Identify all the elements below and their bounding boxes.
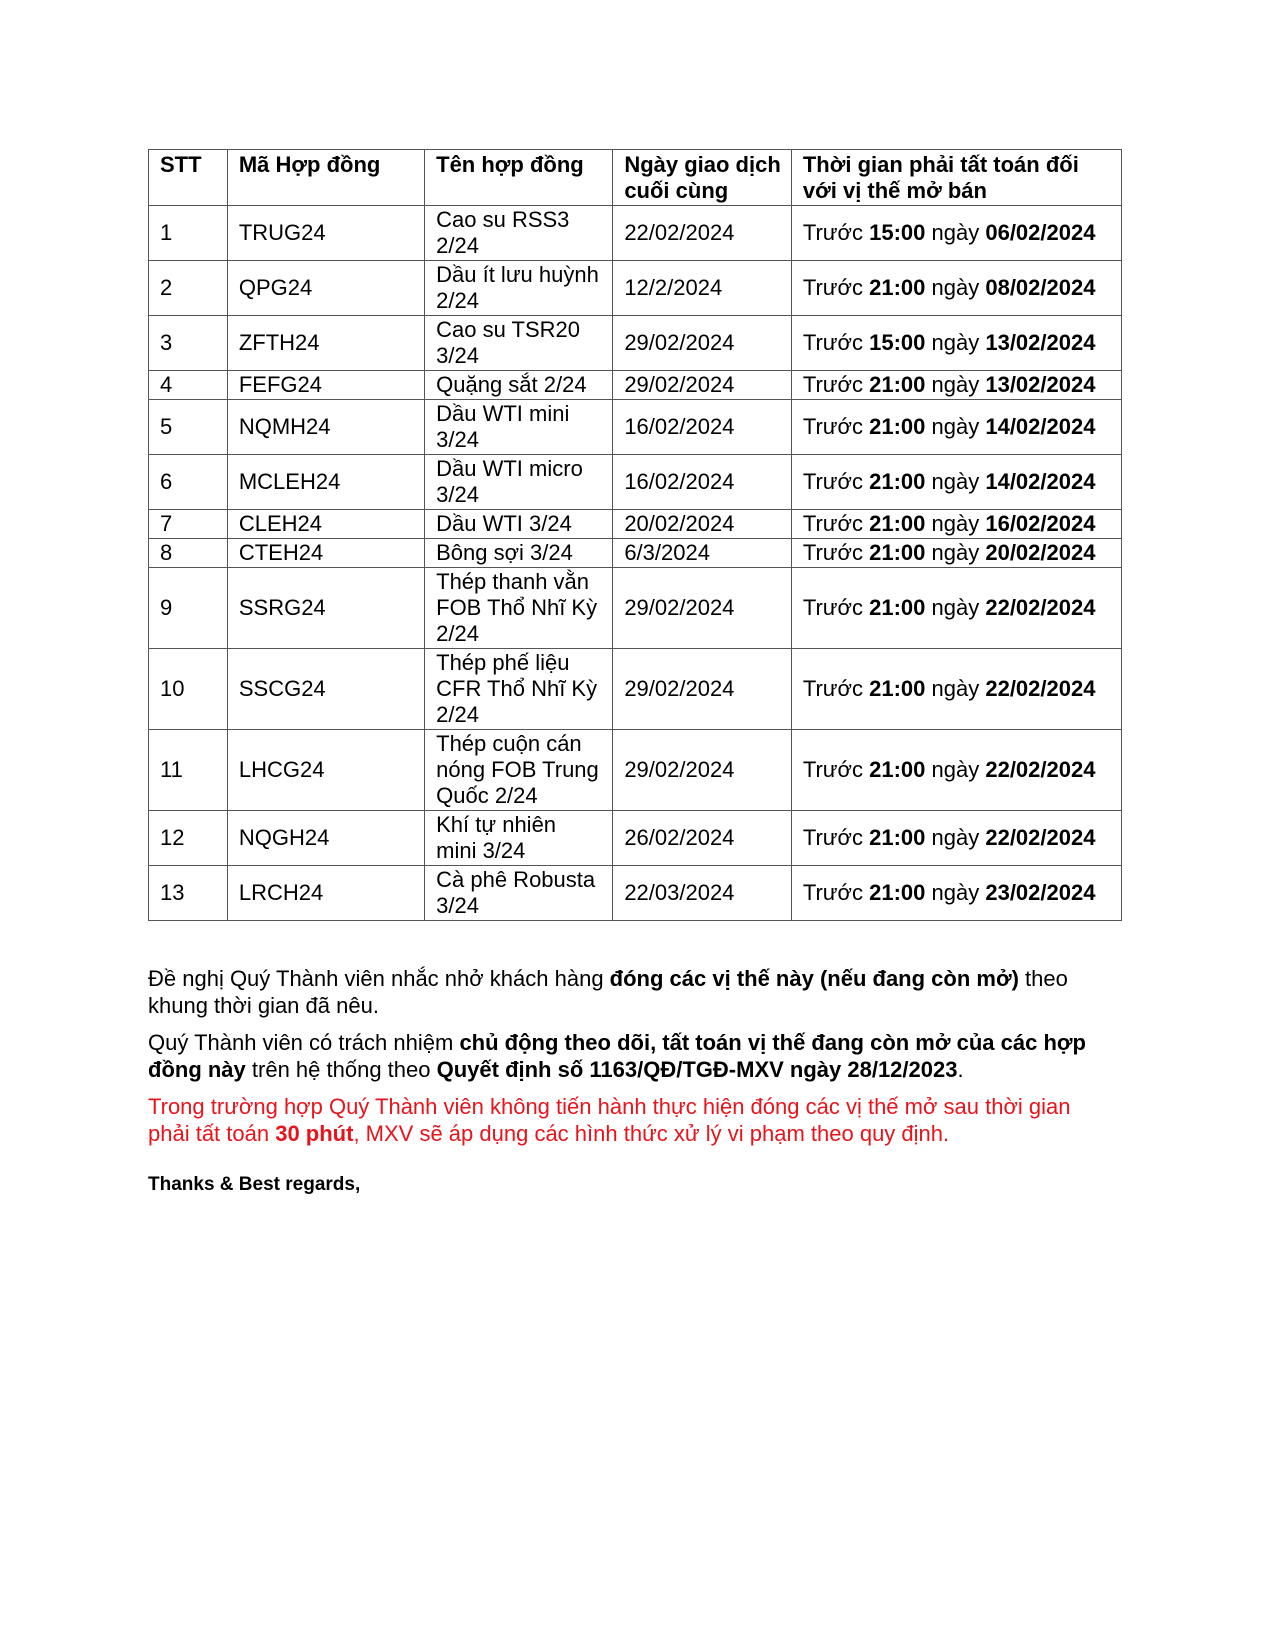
cell-deadline: Trước 21:00 ngày 22/02/2024 [791,649,1121,730]
cell-deadline: Trước 21:00 ngày 22/02/2024 [791,730,1121,811]
cell-last-day: 16/02/2024 [613,455,792,510]
cell-stt: 2 [149,261,228,316]
cell-name: Thép phế liệu CFR Thổ Nhĩ Kỳ 2/24 [425,649,613,730]
cell-deadline: Trước 21:00 ngày 14/02/2024 [791,455,1121,510]
cell-name: Dầu WTI mini 3/24 [425,400,613,455]
cell-name: Bông sợi 3/24 [425,539,613,568]
cell-last-day: 29/02/2024 [613,371,792,400]
cell-deadline: Trước 21:00 ngày 22/02/2024 [791,568,1121,649]
cell-name: Cao su TSR20 3/24 [425,316,613,371]
table-row [149,261,1122,316]
cell-code: NQMH24 [227,400,424,455]
cell-deadline: Trước 21:00 ngày 13/02/2024 [791,371,1121,400]
cell-stt: 3 [149,316,228,371]
cell-stt: 9 [149,568,228,649]
cell-last-day: 22/03/2024 [613,866,792,921]
cell-name: Dầu WTI 3/24 [425,510,613,539]
cell-code: SSCG24 [227,649,424,730]
cell-code: ZFTH24 [227,316,424,371]
cell-stt: 1 [149,206,228,261]
cell-deadline: Trước 21:00 ngày 20/02/2024 [791,539,1121,568]
cell-last-day: 22/02/2024 [613,206,792,261]
table-row [149,539,1122,568]
cell-last-day: 29/02/2024 [613,316,792,371]
cell-stt: 7 [149,510,228,539]
table-row [149,649,1122,730]
cell-name: Thép cuộn cán nóng FOB Trung Quốc 2/24 [425,730,613,811]
cell-last-day: 29/02/2024 [613,649,792,730]
cell-name: Cà phê Robusta 3/24 [425,866,613,921]
cell-stt: 11 [149,730,228,811]
cell-code: NQGH24 [227,811,424,866]
cell-code: LHCG24 [227,730,424,811]
cell-code: LRCH24 [227,866,424,921]
cell-code: SSRG24 [227,568,424,649]
cell-deadline: Trước 21:00 ngày 16/02/2024 [791,510,1121,539]
cell-stt: 12 [149,811,228,866]
cell-stt: 6 [149,455,228,510]
table-row [149,400,1122,455]
note-reminder: Đề nghị Quý Thành viên nhắc nhở khách hàng đóng các vị thế này (nếu đang còn mở) theo khung thời gian đã nêu. [148,966,1068,1018]
header-name: Tên hợp đồng [425,150,613,206]
table-row [149,866,1122,921]
table-row [149,316,1122,371]
table-body [149,206,1122,921]
header-deadline: Thời gian phải tất toán đối với vị thế mở bán [791,150,1121,206]
header-code: Mã Hợp đồng [227,150,424,206]
note-penalty-warning: Trong trường hợp Quý Thành viên không tiến hành thực hiện đóng các vị thế mở sau thời gian phải tất toán 30 phút, MXV sẽ áp dụng các hình thức xử lý vi phạm theo quy định. [148,1094,1071,1146]
cell-last-day: 16/02/2024 [613,400,792,455]
cell-deadline: Trước 21:00 ngày 14/02/2024 [791,400,1121,455]
note-responsibility: Quý Thành viên có trách nhiệm chủ động theo dõi, tất toán vị thế đang còn mở của các hợp đồng này trên hệ thống theo Quyết định số 1163/QĐ/TGĐ-MXV ngày 28/12/2023. [148,1030,1086,1082]
cell-stt: 5 [149,400,228,455]
cell-name: Dầu ít lưu huỳnh 2/24 [425,261,613,316]
notes-section [148,965,1108,1198]
cell-code: FEFG24 [227,371,424,400]
cell-last-day: 26/02/2024 [613,811,792,866]
cell-deadline: Trước 21:00 ngày 22/02/2024 [791,811,1121,866]
cell-code: MCLEH24 [227,455,424,510]
cell-code: CTEH24 [227,539,424,568]
table-row [149,510,1122,539]
cell-name: Quặng sắt 2/24 [425,371,613,400]
table-row [149,568,1122,649]
cell-last-day: 6/3/2024 [613,539,792,568]
contracts-table [148,149,1122,921]
cell-code: QPG24 [227,261,424,316]
signature: Thanks & Best regards, [148,1174,361,1195]
cell-stt: 4 [149,371,228,400]
header-last-day: Ngày giao dịch cuối cùng [613,150,792,206]
cell-name: Thép thanh vằn FOB Thổ Nhĩ Kỳ 2/24 [425,568,613,649]
cell-deadline: Trước 15:00 ngày 13/02/2024 [791,316,1121,371]
cell-stt: 13 [149,866,228,921]
cell-last-day: 29/02/2024 [613,568,792,649]
table-row [149,371,1122,400]
cell-name: Dầu WTI micro 3/24 [425,455,613,510]
cell-deadline: Trước 21:00 ngày 23/02/2024 [791,866,1121,921]
cell-deadline: Trước 15:00 ngày 06/02/2024 [791,206,1121,261]
table-row [149,730,1122,811]
document-page [148,149,1120,1198]
cell-stt: 8 [149,539,228,568]
cell-name: Khí tự nhiên mini 3/24 [425,811,613,866]
cell-deadline: Trước 21:00 ngày 08/02/2024 [791,261,1121,316]
table-row [149,206,1122,261]
cell-last-day: 20/02/2024 [613,510,792,539]
cell-name: Cao su RSS3 2/24 [425,206,613,261]
cell-stt: 10 [149,649,228,730]
header-stt: STT [149,150,228,206]
cell-last-day: 29/02/2024 [613,730,792,811]
table-row [149,455,1122,510]
table-header-row [149,150,1122,206]
cell-last-day: 12/2/2024 [613,261,792,316]
table-row [149,811,1122,866]
cell-code: TRUG24 [227,206,424,261]
cell-code: CLEH24 [227,510,424,539]
